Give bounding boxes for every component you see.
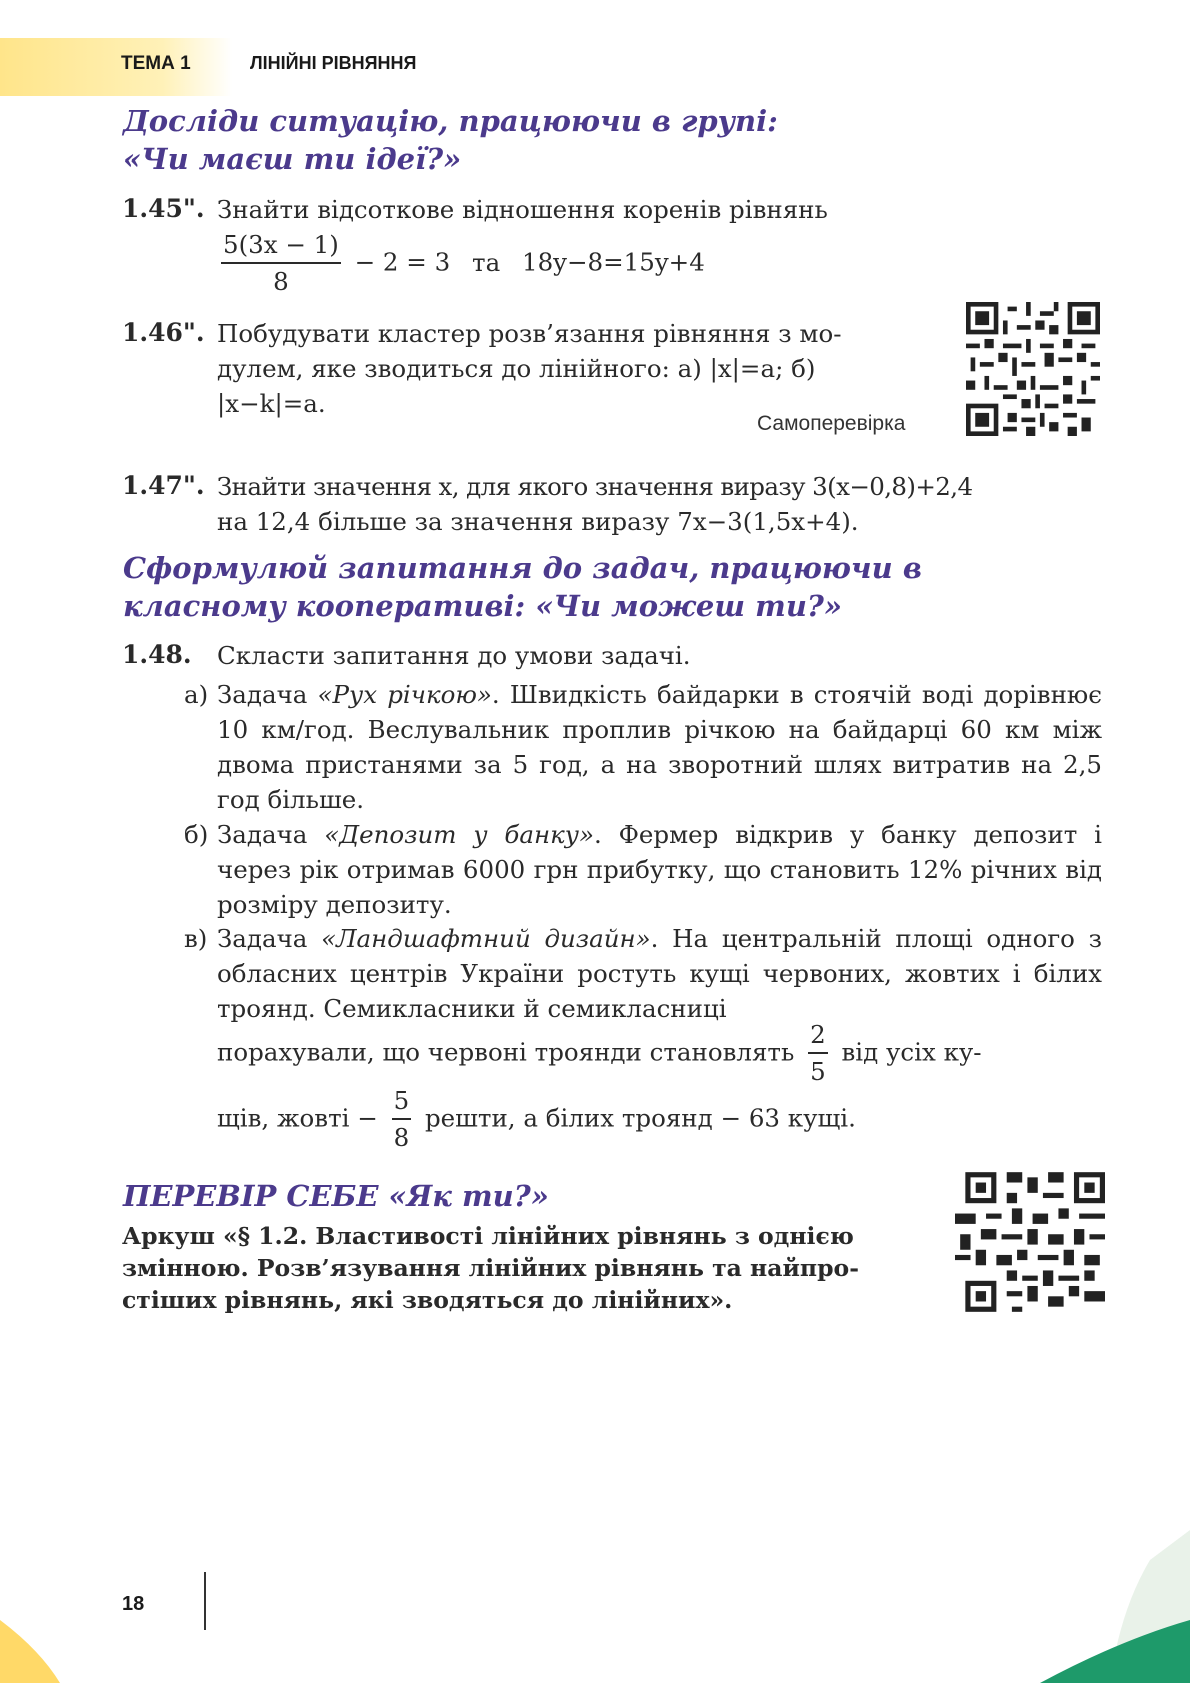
subproblem-title: «Рух річкою»	[317, 680, 492, 709]
fraction-numerator: 2	[808, 1018, 828, 1054]
fraction-denominator: 8	[393, 1123, 410, 1152]
subproblem-title: «Ландшафтний дизайн»	[321, 924, 651, 953]
text-line: |x−k|=a.	[217, 389, 326, 418]
text-segment: щів, жовті −	[217, 1103, 378, 1133]
subproblem-word: Задача	[217, 924, 308, 953]
page-number: 18	[122, 1593, 145, 1615]
text-line-with-fraction	[217, 1084, 1107, 1156]
section-heading: ПЕРЕВІР СЕБЕ «Як ти?»	[123, 1179, 549, 1213]
qr-code-icon[interactable]	[955, 1172, 1105, 1312]
text-line: Побудувати кластер розв’язання рівняння з мо-	[217, 319, 842, 348]
section-heading-group	[123, 549, 1083, 625]
subproblem-label: а)	[184, 680, 209, 709]
subproblem-body: . Швидкість байдарки в стоячій воді дорівнює 10 км/год. Веслувальник проплив річкою на байдарці 60 км між двома пристанями за 5 год, а на зворотний шлях витратив на 2,5 год більше.	[217, 680, 1102, 814]
text-line: Знайти значення x, для якого значення виразу 3(x−0,8)+2,4	[217, 472, 973, 501]
equation-row	[215, 228, 705, 300]
text-line: на 12,4 більше за значення виразу 7x−3(1,5x+4).	[217, 507, 859, 536]
problem-text: Знайти відсоткове відношення коренів рівнянь	[217, 195, 828, 224]
subproblem-body: . Фермер відкрив у банку депозит і через рік отримав 6000 грн прибутку, що становить 12% річних від розміру депозиту.	[217, 820, 1102, 919]
conjunction: та	[472, 247, 501, 277]
subproblem-a	[217, 677, 1102, 817]
text-line: дулем, яке зводиться до лінійного: а) |x|=a; б)	[217, 354, 816, 383]
problem-text: Скласти запитання до умови задачі.	[217, 641, 691, 670]
subproblem-b	[217, 817, 1102, 922]
problem-text	[217, 469, 1107, 539]
text-segment: порахували, що червоні троянди становлять	[217, 1037, 795, 1067]
subproblem-c	[217, 921, 1102, 1026]
qr-code-icon[interactable]	[966, 302, 1100, 436]
section-heading-group	[123, 102, 1023, 178]
text-line: стіших рівнянь, які зводяться до лінійних».	[122, 1286, 733, 1314]
text-line: змінною. Розв’язування лінійних рівнянь та найпро-	[122, 1254, 859, 1282]
fraction-denominator: 5	[810, 1057, 826, 1086]
problem-number: 1.48.	[122, 640, 192, 669]
fraction-numerator: 5(3x − 1)	[221, 228, 341, 264]
subproblem-word: Задача	[217, 820, 308, 849]
text-segment: від усіх ку-	[841, 1037, 982, 1067]
section-heading-line: класному кооперативі: «Чи можеш ти?»	[123, 589, 843, 623]
problem-number: 1.45".	[122, 194, 205, 223]
topic-title: ЛІНІЙНІ РІВНЯННЯ	[250, 53, 417, 73]
footer-divider	[204, 1572, 206, 1630]
subproblem-label: б)	[184, 820, 209, 849]
topic-tab	[0, 38, 232, 96]
text-segment: решти, а білих троянд − 63 кущі.	[424, 1103, 856, 1133]
qr-caption: Самоперевірка	[757, 412, 906, 435]
section-heading-line: Сформулюй запитання до задач, працюючи в	[123, 551, 922, 585]
fraction	[221, 228, 341, 300]
fraction-denominator: 8	[273, 267, 289, 296]
fraction	[808, 1018, 828, 1090]
problem-text	[217, 316, 937, 421]
problem-number: 1.46".	[122, 318, 205, 347]
text-line-with-fraction	[217, 1018, 1107, 1090]
subproblem-title: «Депозит у банку»	[324, 820, 594, 849]
equation-part: − 2 = 3	[354, 247, 451, 277]
equation-part: 18y−8=15y+4	[521, 247, 705, 277]
subproblem-label: в)	[184, 924, 208, 953]
topic-label: ТЕМА 1	[121, 53, 191, 74]
subproblem-word: Задача	[217, 680, 308, 709]
worksheet-reference	[122, 1220, 942, 1316]
fraction	[392, 1084, 412, 1156]
section-heading-line: Досліди ситуацію, працюючи в групі:	[123, 104, 778, 138]
problem-number: 1.47".	[122, 471, 205, 500]
subproblem-body: . На центральній площі одного з обласних центрів України ростуть кущі червоних, жовтих і білих троянд. Семикласники й семикласниці	[217, 924, 1102, 1023]
fraction-numerator: 5	[392, 1084, 412, 1120]
text-line: Аркуш «§ 1.2. Властивості лінійних рівнянь з однією	[122, 1222, 854, 1250]
section-heading-line: «Чи маєш ти ідеї?»	[123, 142, 462, 176]
